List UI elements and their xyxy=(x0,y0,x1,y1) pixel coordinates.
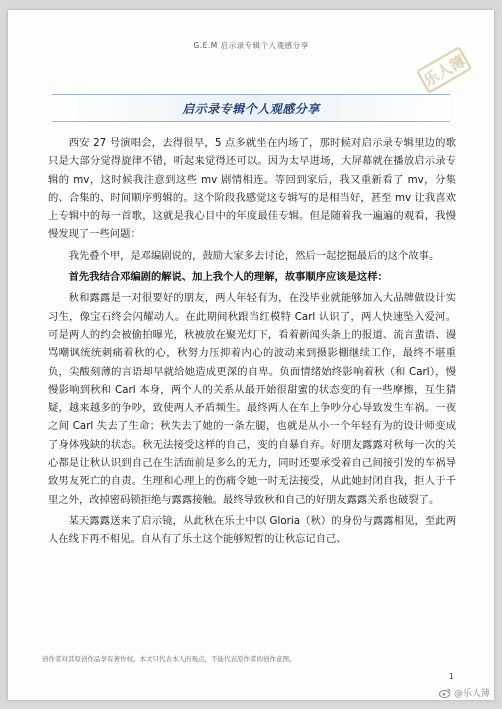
svg-text:乐人簿: 乐人簿 xyxy=(420,51,469,90)
running-header: G.E.M 启示录专辑个人观感分享 xyxy=(193,41,309,50)
paragraph-5: 某天露露送来了启示镜，从此秋在乐土中以 Gloria（秋）的身份与露露相见，至此两人在线下再不相见。自从有了乐土这个能够短暂的让秋忘记自己、 xyxy=(48,514,456,546)
logo-stamp xyxy=(412,38,476,102)
copyright-note: 创作者对其原创作品享有著作权。本文只代表本人的观点，不能代表原作者的创作意图。 xyxy=(42,655,296,663)
document-title: 启示录专辑个人观感分享 xyxy=(182,101,320,116)
page-number: 1 xyxy=(448,672,454,681)
paragraph-4: 秋和露露是一对很要好的朋友，两人年轻有为，在没毕业就能够加入大品牌做设计实习生，像宝石终会闪耀动人。在此期间秋跟当红模特 Carl 认识了，两人快速坠入爱河。可是两人的约会被偷拍曝光，秋被放在聚光灯下，看着新闻头条上的报道、流言蜚语、谩骂嘲讽统统刺痛着秋的心，秋努力压抑着内心的波动来到摄影棚继续工作，最终不堪重负，尖酸刻薄的言语却早就给她造成更深的自卑。负面情绪始终影响着秋（和 Carl），慢慢影响到秋和 Carl 本身，两个人的关系从最开始很甜蜜的状态变的有一些摩擦，互生猜疑，越来越多的争吵，致使两人矛盾频生。最终两人在车上争吵分心导致发生车祸。一夜之间 Carl 失去了生命；秋失去了她的一条左腿，也就是从小一个年轻有为的设计师变成了身体残缺的状态。秋无法接受这样的自己，变的自暴自弃。好朋友露露对秋每一次的关心都是让秋认识到自己在生活面前是多么的无力，同时还要承受着自己间接引发的车祸导致男友死亡的自责。生理和心理上的伤痛令她一时无法接受，从此她封闭自我，拒人于千里之外，改掉密码锁拒绝与露露接触。最终导致秋和自己的好朋友露露关系也破裂了。 xyxy=(48,292,456,506)
paragraph-1: 西安 27 号演唱会，去得很早，5 点多就坐在内场了，那时候对启示录专辑里边的歌只是大部分觉得旋律不错，听起来觉得还可以。因为太早进场，大屏幕就在播放启示录专辑的 mv，这时候我注意到这些 mv 剧情相连。等回到家后，我又重新看了 mv，分集的、合集的、时间顺序剪辑的。这个阶段我感觉这专辑写的是相当好，甚至 mv 让我喜欢上专辑中的每一首歌，这就是我心目中的年度最佳专辑。但是随着我一遍遍的观看，我慢慢发现了一些问题： xyxy=(48,137,456,241)
paragraph-2: 我先叠个甲，是邓编剧说的，鼓励大家多去讨论，然后一起挖掘最后的这个故事。 xyxy=(68,249,440,262)
document-body xyxy=(48,134,456,552)
paragraph-3-heading: 首先我结合邓编剧的解说、加上我个人的理解，故事顺序应该是这样： xyxy=(68,271,388,284)
weibo-icon xyxy=(439,688,451,698)
title-band xyxy=(52,94,450,122)
document-page xyxy=(8,10,494,700)
watermark-text: @乐人簿 xyxy=(453,689,490,699)
platform-watermark xyxy=(439,686,490,699)
